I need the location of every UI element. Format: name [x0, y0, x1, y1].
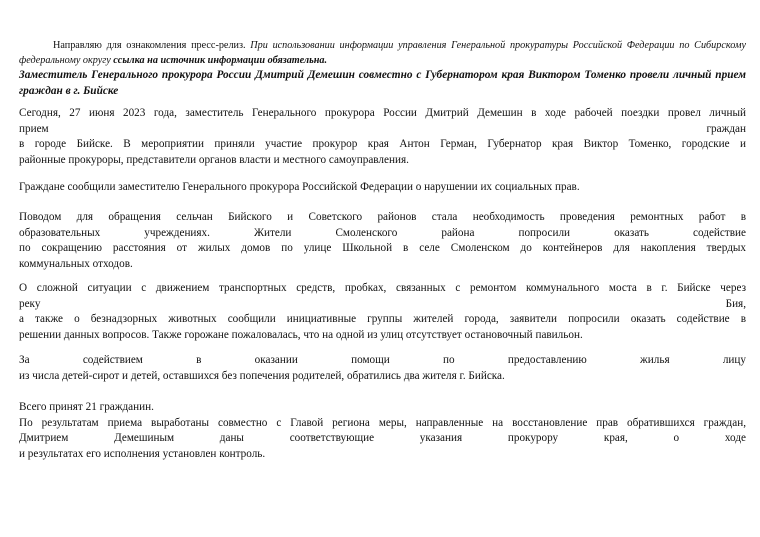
text-line: а также о безнадзорных животных сообщили инициативные группы жителей города, заявители попросили оказать содействие в [19, 313, 746, 326]
text-line [19, 122, 746, 138]
paragraph-summary [19, 400, 746, 462]
text-line: Граждане сообщили заместителю Генерального прокурора Российской Федерации о нарушении их социальных прав. [19, 181, 580, 193]
paragraph-housing [19, 353, 746, 384]
intro-required-link: ссылка на источник информации обязательна. [113, 55, 328, 66]
paragraph-bridge-traffic [19, 281, 746, 343]
text-word: Бия, [725, 297, 746, 310]
text-line: За содействием в оказании помощи по предоставлению жилья лицу [19, 354, 746, 366]
text-line: решении данных вопросов. Также горожане пожаловалась, что на одной из улиц отсутствует остановочный павильон. [19, 328, 583, 341]
intro-note [19, 38, 746, 68]
text-line: По результатам приема выработаны совместно с Главой региона меры, направленные на восстановление прав обратившихся граждан, [19, 416, 746, 429]
text-word: реку [19, 297, 41, 310]
text-line: Поводом для обращения сельчан Бийского и Советского районов стала необходимость проведения ремонтных работ в [19, 211, 746, 223]
text-line: образовательных учреждениях. Жители Смоленского района попросили оказать содействие [19, 226, 746, 239]
text-word: прием [19, 122, 49, 135]
text-line: и результатах его исполнения установлен контроль. [19, 447, 266, 460]
text-line: районные прокуроры, представители органов власти и местного самоуправления. [19, 153, 409, 166]
text-word: граждан [706, 122, 746, 135]
text-line: коммунальных отходов. [19, 257, 133, 270]
text-line [19, 297, 746, 313]
intro-attribution: При использовании информации управления Генеральной прокуратуры Российской Федерации по Сибирскому федеральному округу [19, 40, 746, 66]
paragraph-repair-works [19, 210, 746, 272]
text-line: по сокращению расстояния от жилых домов по улице Школьной в селе Смоленском до контейнеров для накопления твердых [19, 242, 746, 255]
text-line: из числа детей-сирот и детей, оставшихся без попечения родителей, обратились два жителя г. Бийска. [19, 369, 505, 382]
text-line: Сегодня, 27 июня 2023 года, заместитель Генерального прокурора России Дмитрий Демешин в ходе рабочей поездки провел личный [19, 107, 746, 119]
press-release-title: Заместитель Генерального прокурора России Дмитрий Демешин совместно с Губернатором края Виктором Томенко провели личный прием граждан в г. Бийске [19, 69, 746, 97]
text-line: О сложной ситуации с движением транспортных средств, пробках, связанных с ремонтом коммунального моста в г. Бийске через [19, 282, 746, 294]
paragraph-reception-date [19, 106, 746, 168]
text-line: Всего принят 21 гражданин. [19, 401, 154, 413]
intro-lead: Направляю для ознакомления пресс-релиз. [53, 40, 246, 51]
paragraph-social-rights [19, 180, 746, 196]
text-line: Дмитрием Демешиным даны соответствующие указания прокурору края, о ходе [19, 432, 746, 445]
text-line: в городе Бийске. В мероприятии приняли участие прокурор края Антон Герман, Губернатор края Виктор Томенко, городские и [19, 138, 746, 151]
